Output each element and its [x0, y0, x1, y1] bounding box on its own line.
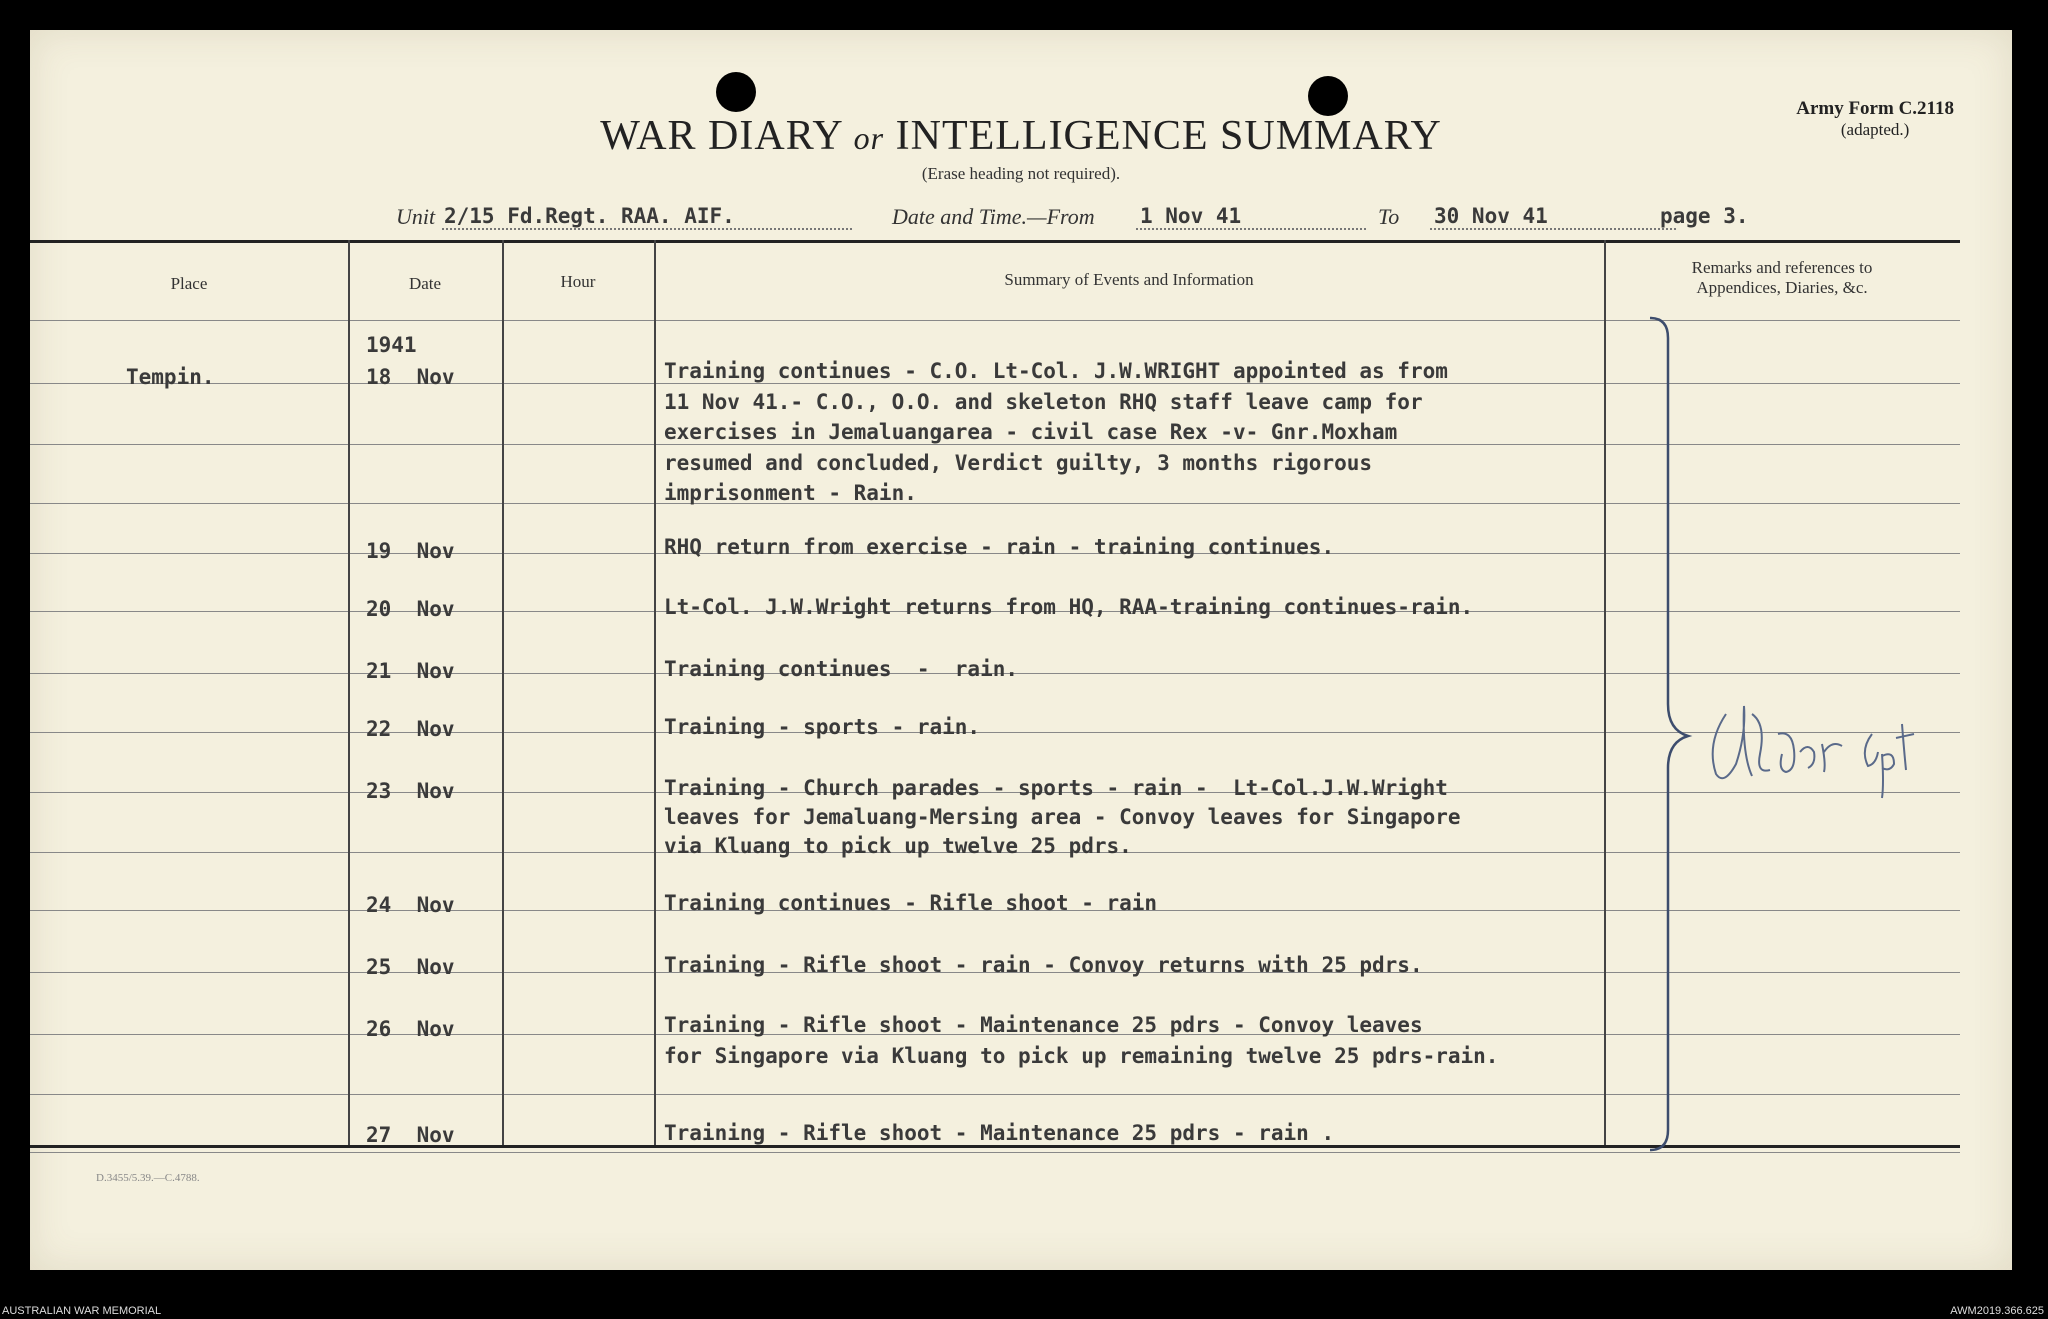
erase-heading-note: (Erase heading not required).	[921, 164, 1121, 183]
unit-value: 2/15 Fd.Regt. RAA. AIF.	[444, 204, 735, 228]
date-entry: 26 Nov	[366, 1017, 455, 1041]
rule-date-hour	[502, 240, 504, 1145]
table-top-rule	[30, 240, 1960, 243]
title-intelligence-summary: INTELLIGENCE SUMMARY	[895, 113, 1442, 159]
summary-entry: Training - Church parades - sports - rain - Lt-Col.J.W.Wright leaves for Jemaluang-Mersing area - Convoy leaves for Singapore via Kluang to pick up twelve 25 pdrs.	[664, 776, 1461, 858]
col-summary: Summary of Events and Information	[1004, 270, 1254, 289]
date-entry: 25 Nov	[366, 955, 455, 979]
summary-entry: Training - sports - rain.	[664, 715, 981, 739]
col-hour: Hour	[560, 272, 596, 291]
col-remarks-line1: Remarks and references to	[1691, 258, 1873, 277]
print-code: D.3455/5.39.—C.4788.	[96, 1172, 200, 1184]
form-number-label: Army Form C.2118	[1796, 98, 1954, 119]
date-entry: 23 Nov	[366, 779, 455, 803]
summary-entry: Training continues - Rifle shoot - rain	[664, 891, 1158, 915]
date-entry: 22 Nov	[366, 717, 455, 741]
summary-entry: Training continues - rain.	[664, 657, 1019, 681]
page-number: page 3.	[1660, 204, 1749, 228]
war-diary-sheet	[30, 30, 2012, 1270]
summary-entry: Lt-Col. J.W.Wright returns from HQ, RAA-training continues-rain.	[664, 595, 1474, 619]
date-entry: 20 Nov	[366, 597, 455, 621]
date-entry: 27 Nov	[366, 1123, 455, 1147]
punch-hole-left	[716, 72, 756, 112]
punch-hole-right	[1308, 76, 1348, 116]
archive-caption-left: AUSTRALIAN WAR MEMORIAL	[2, 1305, 162, 1317]
summary-entry: Training - Rifle shoot - Maintenance 25 pdrs - Convoy leaves for Singapore via Kluang to pick up remaining twelve 25 pdrs-rain.	[664, 1013, 1499, 1068]
from-date-value: 1 Nov 41	[1140, 204, 1242, 228]
rule-place-date	[348, 240, 350, 1145]
army-form-number	[1796, 98, 1954, 140]
handwritten-signature	[1696, 694, 1956, 804]
form-adapted-label: (adapted.)	[1840, 120, 1910, 139]
archive-caption-right: AWM2019.366.625	[1950, 1305, 2044, 1317]
unit-label: Unit	[396, 204, 436, 229]
summary-entry: Training - Rifle shoot - Maintenance 25 pdrs - rain .	[664, 1121, 1335, 1145]
summary-entry: Training - Rifle shoot - rain - Convoy returns with 25 pdrs.	[664, 953, 1423, 977]
date-entry: 24 Nov	[366, 893, 455, 917]
date-entry: 19 Nov	[366, 539, 455, 563]
col-place: Place	[170, 274, 208, 293]
form-title	[30, 112, 2012, 160]
title-or: or	[853, 120, 885, 156]
col-date: Date	[408, 274, 442, 293]
date-entry: 21 Nov	[366, 659, 455, 683]
col-remarks	[1604, 258, 1960, 298]
year-label: 1941	[366, 333, 417, 357]
unit-date-line	[30, 200, 2012, 236]
rule-summary-remarks	[1604, 240, 1606, 1145]
date-time-label: Date and Time.—From	[892, 204, 1095, 229]
place-entry: Tempin.	[126, 365, 215, 389]
to-label: To	[1378, 204, 1400, 229]
rule-hour-summary	[654, 240, 656, 1145]
col-remarks-line2: Appendices, Diaries, &c.	[1696, 278, 1868, 297]
title-war-diary: WAR DIARY	[600, 113, 843, 159]
summary-entry: Training continues - C.O. Lt-Col. J.W.WRIGHT appointed as from 11 Nov 41.- C.O., O.O. and skeleton RHQ staff leave camp for exercises in Jemaluangarea - civil case Rex -v- Gnr.Moxham resumed and concluded, Verdict guilty, 3 months rigorous imprisonment - Rain.	[664, 359, 1448, 505]
to-date-value: 30 Nov 41	[1434, 204, 1548, 228]
summary-entry: RHQ return from exercise - rain - training continues.	[664, 535, 1335, 559]
date-entry: 18 Nov	[366, 365, 455, 389]
